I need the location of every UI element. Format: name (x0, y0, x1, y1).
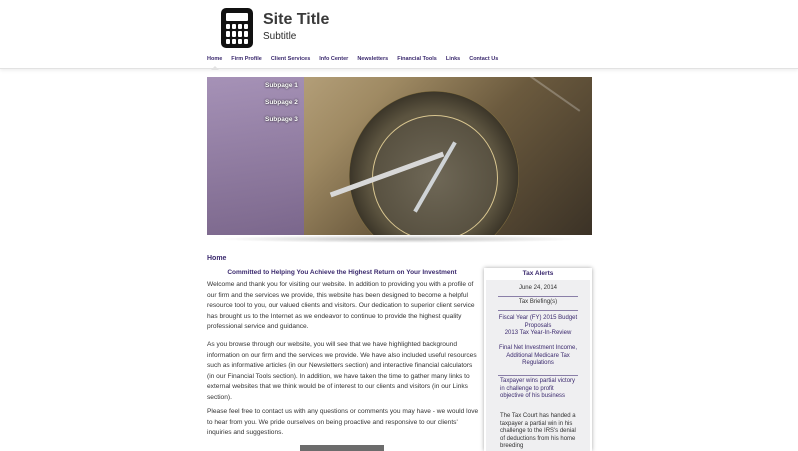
main-nav (207, 56, 507, 66)
intro-paragraph-3: Please feel free to contact us with any questions or comments you may have - we would love to hear from you. We pride ourselves on being proactive and responsive to our clients' inquiries and suggestions. (207, 408, 479, 436)
tax-briefing-link-3[interactable]: Final Net Investment Income, Additional Medicare Tax Regulations (498, 345, 578, 366)
nav-home[interactable]: Home (207, 56, 223, 62)
hero-banner (207, 77, 592, 235)
calculator-icon[interactable] (221, 8, 253, 48)
nav-contact-us[interactable]: Contact Us (469, 56, 499, 62)
divider (498, 296, 578, 297)
tax-alerts-panel (484, 268, 592, 451)
tax-briefing-link-1[interactable]: Fiscal Year (FY) 2015 Budget Proposals (498, 315, 578, 329)
nav-client-services[interactable]: Client Services (270, 56, 311, 62)
nav-financial-tools[interactable]: Financial Tools (397, 56, 437, 62)
subpage-2-link[interactable]: Subpage 2 (265, 99, 298, 106)
nav-firm-profile[interactable]: Firm Profile (231, 56, 262, 62)
divider (498, 375, 578, 376)
divider (498, 310, 578, 311)
tax-alerts-date: June 24, 2014 (518, 285, 558, 291)
intro-paragraph-2: As you browse through our website, you will see that we have highlighted background information on our firm and the services we provide. We have also included useful resources such as informative articles (in our Newsletters section) and interactive financial calculators (in our Financial Tools section). In addition, we have taken the time to gather many links to external websites that we think would be of interest to our clients and visitors (in our Links section). (207, 341, 477, 401)
page-heading: Committed to Helping You Achieve the Highest Return on Your Investment (227, 269, 457, 276)
nav-info-center[interactable]: Info Center (319, 56, 349, 62)
intro-paragraph-1: Welcome and thank you for visiting our website. In addition to providing you with a profile of our firm and the services we provide, this website has been designed to become a helpful resource tool to you, our valued clients and visitors. Our dedication to superior client service has brought us to the Internet as we endeavor to continue to provide the highest quality professional service and guidance. (207, 281, 475, 330)
tax-briefing-label: Tax Briefing(s) (518, 299, 558, 305)
banner-shadow (215, 235, 585, 243)
tax-alert-summary: The Tax Court has handed a taxpayer a partial win in his challenge to the IRS's denial of deductions from his home breeding (500, 413, 576, 449)
site-subtitle: Subtitle (263, 31, 297, 42)
subpage-3-link[interactable]: Subpage 3 (265, 116, 298, 123)
tax-alert-headline[interactable]: Taxpayer wins partial victory in challenge to profit objective of his business (500, 378, 576, 399)
tax-alerts-title: Tax Alerts (522, 270, 554, 277)
bottom-image-edge (300, 445, 384, 451)
site-title[interactable]: Site Title (263, 11, 330, 28)
site-header (0, 0, 798, 69)
breadcrumb: Home (207, 255, 227, 262)
nav-active-pointer (211, 66, 219, 70)
subpage-1-link[interactable]: Subpage 1 (265, 82, 298, 89)
nav-newsletters[interactable]: Newsletters (357, 56, 389, 62)
tax-briefing-link-2[interactable]: 2013 Tax Year-In-Review (504, 330, 572, 336)
nav-links[interactable]: Links (445, 56, 461, 62)
banner-map-detail (514, 77, 581, 112)
